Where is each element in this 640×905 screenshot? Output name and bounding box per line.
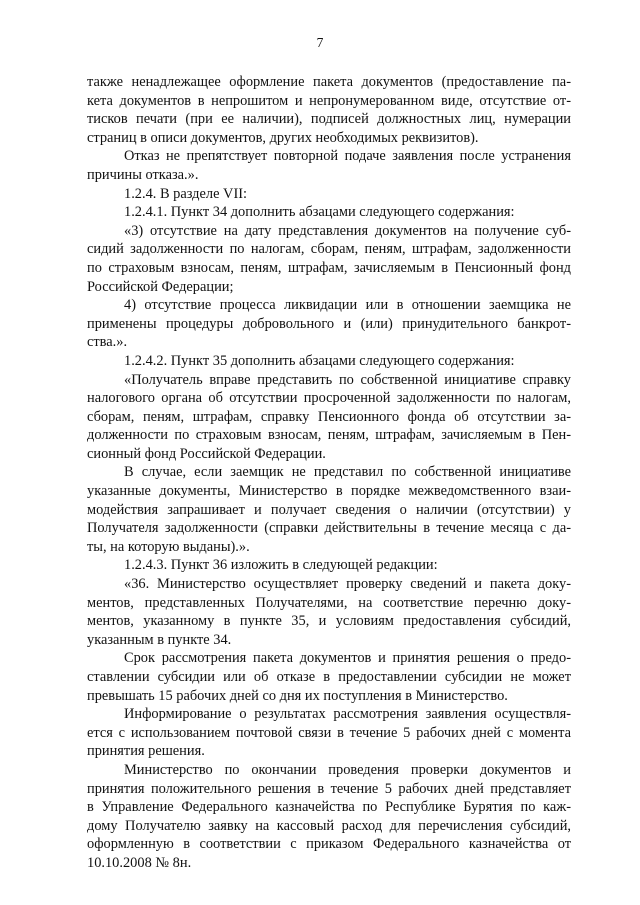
text-line: Срок рассмотрения пакета документов и принятия решения о предо-: [124, 650, 571, 667]
text-line: ется с использованием почтовой связи в течение 5 рабочих дней с момента: [87, 724, 571, 741]
paragraph-p-review-period: [87, 649, 571, 705]
text-line: ства.».: [87, 334, 128, 351]
text-line: также ненадлежащее оформление пакета документов (предоставление па-: [87, 74, 571, 90]
text-line: сидий задолженности по налогам, сборам, пеням, штрафам, задолженности: [87, 241, 571, 258]
text-line: принятия положительного решения в течение 5 рабочих дней представляет: [87, 780, 571, 797]
text-line: применены процедуры добровольного и (или) принудительного банкрот-: [87, 315, 571, 332]
text-line: принятия решения.: [87, 743, 205, 760]
page-number: 7: [316, 35, 324, 50]
text-line: модействия запрашивает и получает сведения о наличии (отсутствии) у: [87, 501, 571, 518]
text-line: 1.2.4.1. Пункт 34 дополнить абзацами следующего содержания:: [124, 204, 515, 221]
text-line: тисков печати (при ее наличии), подписей должностных лиц, нумерации: [87, 111, 571, 128]
paragraph-p-1-2-4-2: [87, 352, 571, 371]
text-line: по страховым взносам, пеням, штрафам, зачисляемым в Пенсионный фонд: [87, 259, 571, 276]
text-line: страниц в описи документов, других необходимых реквизитов).: [87, 129, 479, 146]
paragraph-p-1-2-4-3: [87, 556, 571, 575]
text-line: Информирование о результатах рассмотрения заявления осуществля-: [124, 706, 571, 723]
text-line: Отказ не препятствует повторной подаче заявления после устранения: [124, 148, 571, 165]
paragraph-p-continuation: [87, 73, 571, 147]
paragraph-p-1-2-4-1: [87, 203, 571, 222]
text-line: 1.2.4.2. Пункт 35 дополнить абзацами следующего содержания:: [124, 352, 515, 369]
paragraph-p-ministry-submits: [87, 761, 571, 873]
text-line: 10.10.2008 № 8н.: [87, 854, 192, 871]
text-line: причины отказа.».: [87, 166, 199, 183]
text-line: долженности по страховым взносам, пеням, штрафам, зачисляемым в Пен-: [87, 427, 571, 444]
text-line: указанные документы, Министерство в порядке межведомственного взаи-: [87, 483, 571, 500]
paragraph-p-if-not-submitted: [87, 463, 571, 556]
paragraph-p-item-3: [87, 222, 571, 296]
text-line: 1.2.4. В разделе VII:: [124, 185, 248, 202]
text-line: В случае, если заемщик не представил по собственной инициативе: [124, 464, 571, 481]
text-line: ставлении субсидии или об отказе в предоставлении субсидии не может: [87, 669, 571, 685]
text-line: превышать 15 рабочих дней со дня их поступления в Министерство.: [87, 687, 508, 704]
text-line: «36. Министерство осуществляет проверку сведений и пакета доку-: [124, 576, 571, 593]
text-line: сборам, пеням, штрафам, справку Пенсионного фонда об отсутствии за-: [87, 408, 571, 425]
text-line: Получателя задолженности (справки действительны в течение месяца с да-: [87, 520, 571, 537]
paragraph-p-refusal: [87, 147, 571, 184]
paragraph-p-item-4: [87, 296, 571, 352]
text-line: в Управление Федерального казначейства по Республике Бурятия по каж-: [87, 799, 571, 816]
paragraph-p-recipient-right: [87, 371, 571, 464]
text-line: ментов, представленных Получателями, на соответствие перечню доку-: [87, 594, 571, 611]
text-line: дому Получателю заявку на кассовый расход для перечисления субсидий,: [87, 817, 571, 834]
paragraph-p-1-2-4: [87, 185, 571, 204]
text-line: «Получатель вправе представить по собственной инициативе справку: [124, 371, 571, 388]
text-line: Министерство по окончании проведения проверки документов и: [124, 761, 571, 778]
text-line: 4) отсутствие процесса ликвидации или в отношении заемщика не: [124, 297, 571, 314]
text-line: ты, на которую выданы).».: [87, 538, 250, 555]
text-line: оформленную в соответствии с приказом Федерального казначейства от: [87, 836, 571, 853]
text-line: налогового органа об отсутствии просроченной задолженности по налогам,: [87, 390, 571, 407]
text-line: ментов, указанному в пункте 35, и условиям предоставления субсидий,: [87, 613, 571, 630]
text-line: сионный фонд Российской Федерации.: [87, 445, 326, 462]
text-line: кета документов в непрошитом и непронумерованном виде, отсутствие от-: [87, 92, 571, 109]
text-line: «3) отсутствие на дату представления документов на получение суб-: [124, 222, 571, 239]
text-line: указанным в пункте 34.: [87, 631, 232, 648]
text-line: Российской Федерации;: [87, 278, 234, 295]
paragraph-p-informing: [87, 705, 571, 761]
paragraph-p-item-36: [87, 575, 571, 649]
text-line: 1.2.4.3. Пункт 36 изложить в следующей редакции:: [124, 557, 438, 574]
document-body: [87, 73, 571, 873]
